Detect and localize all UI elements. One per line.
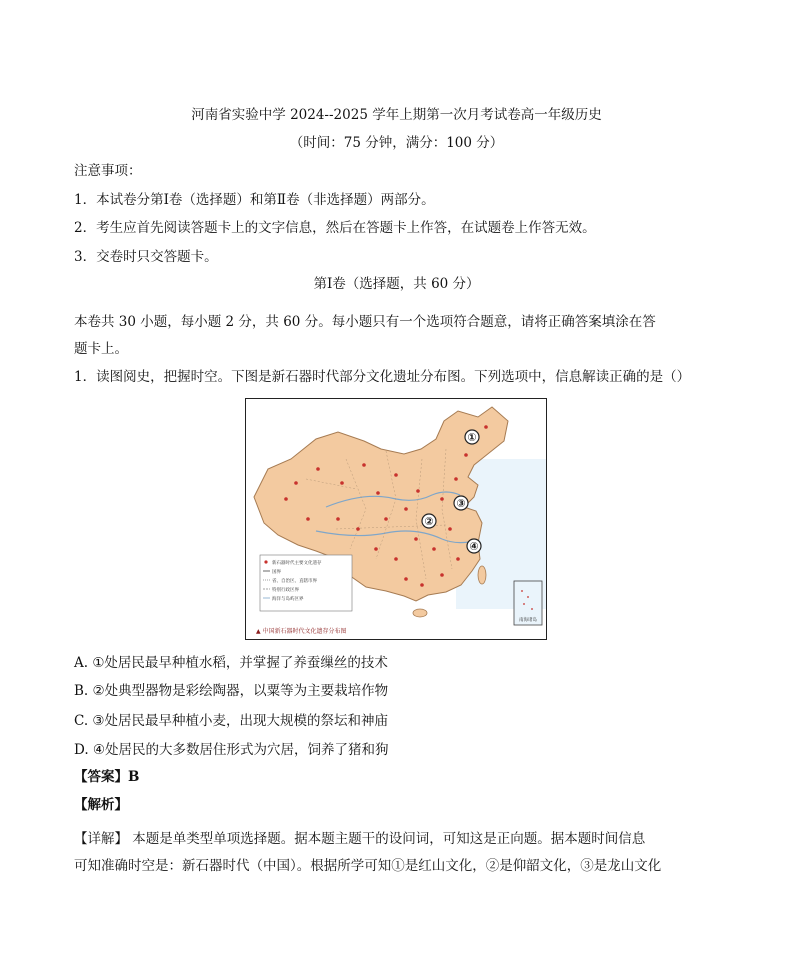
svg-text:南海诸岛: 南海诸岛 xyxy=(519,618,537,623)
option-c: C. ③处居民最早种植小麦，出现大规模的祭坛和神庙 xyxy=(74,713,389,729)
option-d: D. ④处居民的大多数居住形式为穴居，饲养了猪和狗 xyxy=(74,742,389,758)
detail-paragraph: 【详解】 本题是单类型单项选择题。据本题主题干的设问词，可知这是正向题。据本题时间信息 xyxy=(74,831,646,847)
answer-label: 【答案】B xyxy=(74,769,140,785)
china-map xyxy=(246,399,546,639)
svg-text:新石器时代主要文化遗存: 新石器时代主要文化遗存 xyxy=(272,561,322,566)
map-caption: ▲ 中国新石器时代文化遗存分布图 xyxy=(256,628,347,635)
hainan-island xyxy=(413,609,427,617)
option-b: B. ②处典型器物是彩绘陶器，以粟等为主要栽培作物 xyxy=(74,683,389,699)
map-figure xyxy=(245,398,547,640)
note-item: 3．交卷时只交答题卡。 xyxy=(74,249,218,265)
svg-text:海洋与岛屿区界: 海洋与岛屿区界 xyxy=(272,597,304,602)
section-title: 第Ⅰ卷（选择题，共 60 分） xyxy=(313,276,480,292)
marker-1: ① xyxy=(467,431,477,444)
note-item: 1．本试卷分第Ⅰ卷（选择题）和第Ⅱ卷（非选择题）两部分。 xyxy=(74,192,435,208)
svg-text:特别行政区界: 特别行政区界 xyxy=(272,588,299,593)
doc-subtitle: （时间：75 分钟，满分：100 分） xyxy=(289,135,504,151)
option-a: A. ①处居民最早种植水稻，并掌握了养蚕缫丝的技术 xyxy=(74,655,388,671)
marker-4: ④ xyxy=(469,540,479,553)
note-item: 2．考生应首先阅读答题卡上的文字信息，然后在答题卡上作答，在试题卷上作答无效。 xyxy=(74,220,596,236)
section-intro: 题卡上。 xyxy=(74,341,128,357)
map-legend xyxy=(260,555,352,611)
taiwan-island xyxy=(478,566,486,584)
question-1: 1．读图阅史，把握时空。下图是新石器时代部分文化遗址分布图。下列选项中，信息解读正确的是（） xyxy=(74,369,691,385)
notes-heading: 注意事项： xyxy=(74,163,142,179)
svg-text:国界: 国界 xyxy=(272,570,281,575)
svg-text:省、自治区、直辖市界: 省、自治区、直辖市界 xyxy=(272,579,317,584)
detail-paragraph: 可知准确时空是：新石器时代（中国）。根据所学可知①是红山文化，②是仰韶文化，③是龙山文化 xyxy=(74,858,662,874)
analysis-heading: 【解析】 xyxy=(74,797,128,813)
marker-2: ② xyxy=(424,515,434,528)
south-sea-inset xyxy=(514,581,542,625)
doc-title: 河南省实验中学 2024--2025 学年上期第一次月考试卷高一年级历史 xyxy=(191,107,602,123)
marker-3: ③ xyxy=(456,497,466,510)
section-intro: 本卷共 30 小题，每小题 2 分，共 60 分。每小题只有一个选项符合题意，请将正确答案填涂在答 xyxy=(74,314,656,330)
